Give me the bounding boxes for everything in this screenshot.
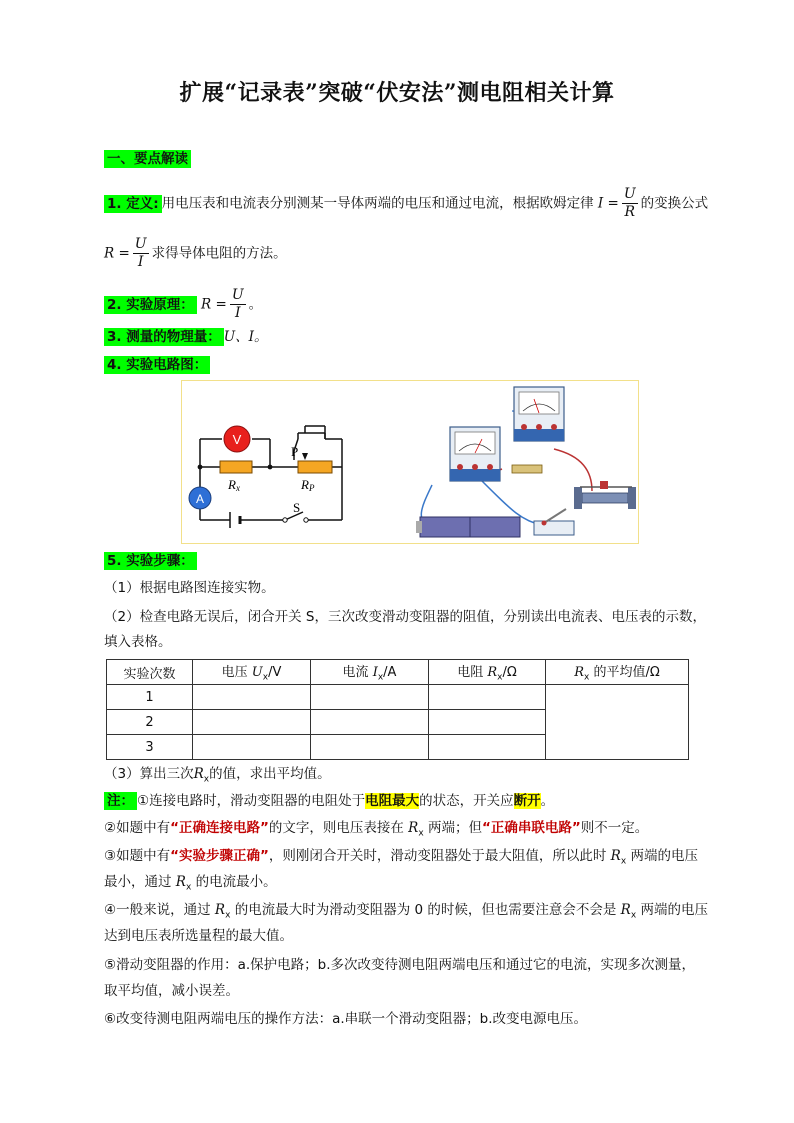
- definition-label: 1. 定义:: [104, 195, 162, 213]
- principle-formula-numerator: U: [231, 287, 244, 303]
- note-3-r: R: [610, 848, 621, 864]
- note-5-line-2: 取平均值，减小误差。: [104, 983, 239, 999]
- header-current-sub: x: [377, 672, 384, 683]
- step-2-line-1: （2）检查电路无误后，闭合开关 S，三次改变滑动变阻器的阻值，分别读出电流表、电压表的示数，: [104, 609, 706, 625]
- step-3-r: R: [193, 766, 204, 782]
- principle-line: [104, 287, 262, 322]
- record-table: [106, 659, 689, 760]
- switch-contact-right: [304, 518, 308, 522]
- ohm-law-lhs: I =: [597, 195, 619, 212]
- trial-number: 3: [107, 735, 193, 760]
- switch-contact-left: [283, 518, 287, 522]
- rp-label-r: R: [301, 477, 309, 492]
- table-header-row: [107, 660, 689, 685]
- note-2: [104, 818, 648, 844]
- note-3-a: ③如题中有: [104, 848, 171, 864]
- resistance-formula-numerator: U: [134, 236, 147, 252]
- header-voltage-a: 电压: [221, 665, 252, 681]
- header-average-r: R: [574, 665, 584, 681]
- header-voltage-u: U: [251, 665, 263, 681]
- note-3-c: 两端的电压: [626, 848, 698, 864]
- rp-label-sub: P: [308, 483, 315, 493]
- principle-formula-fraction: [230, 287, 246, 322]
- note-3-line-2: [104, 872, 277, 898]
- header-current-b: /A: [383, 665, 397, 681]
- ohm-law-denominator: R: [624, 204, 636, 220]
- note-2-r: R: [408, 820, 419, 836]
- resistance-formula-lhs: R =: [104, 245, 130, 262]
- ohm-law-fraction: [622, 186, 638, 221]
- steps-label: 5. 实验步骤：: [104, 552, 197, 570]
- note-6: ⑥改变待测电阻两端电压的操作方法：a.串联一个滑动变阻器；b.改变电源电压。: [104, 1011, 588, 1027]
- step-3-a: （3）算出三次: [104, 766, 194, 782]
- note-4-r2: R: [620, 902, 631, 918]
- step-3-sub: x: [203, 774, 210, 785]
- note-label: 注：: [104, 792, 137, 810]
- note-2-red: “正确连接电路”: [170, 820, 269, 836]
- note-4-r: R: [214, 902, 226, 918]
- note-2-c: 两端；但: [423, 820, 482, 836]
- page-title: 扩展“记录表”突破“伏安法”测电阻相关计算: [179, 80, 615, 106]
- definition-line-2: [104, 236, 287, 271]
- switch-label: S: [293, 500, 301, 515]
- note-2-b: 的文字，则电压表接在: [268, 820, 409, 836]
- apparatus-rheostat: [582, 493, 628, 503]
- trial-number: 2: [107, 710, 193, 735]
- rx-resistor: [220, 461, 252, 473]
- header-current-a: 电流: [342, 665, 373, 681]
- header-voltage-b: /V: [268, 665, 282, 681]
- resistance-formula-denominator: I: [137, 254, 144, 270]
- note-4-b: 的电流最大时为滑动变阻器为 0 的时候，但也需要注意会不会是: [230, 902, 621, 918]
- point-p-label: P: [291, 444, 299, 459]
- note-1-b: 的状态，开关应: [419, 793, 514, 809]
- note-3-e: 的电流最小。: [191, 874, 277, 890]
- note-1-c: 。: [540, 793, 555, 809]
- note-5-line-1: ⑤滑动变阻器的作用：a.保护电路；b.多次改变待测电阻两端电压和通过它的电流，实现多次测量，: [104, 957, 696, 973]
- header-voltage-sub: x: [262, 672, 269, 683]
- note-4-a: ④一般来说，通过: [104, 902, 215, 918]
- section-heading-text: 一、要点解读: [104, 150, 191, 168]
- rp-rheostat: [298, 461, 332, 473]
- junction-dot-right: [268, 465, 273, 470]
- note-3-line-1: [104, 846, 698, 872]
- current-cell: [311, 735, 429, 760]
- header-resistance-a: 电阻: [457, 665, 488, 681]
- definition-text-b: 的变换公式: [640, 195, 709, 212]
- note-3-r2: R: [175, 874, 186, 890]
- note-2-d: 则不一定。: [580, 820, 649, 836]
- junction-dot-left: [198, 465, 203, 470]
- rx-label-sub: x: [235, 483, 240, 493]
- header-average: [546, 660, 689, 685]
- note-1-highlight: 电阻最大: [365, 793, 420, 809]
- rx-label-r: R: [228, 477, 236, 492]
- step-3-b: 的值，求出平均值。: [209, 766, 331, 782]
- definition-text-c: 求得导体电阻的方法。: [151, 245, 287, 262]
- circuit-label: 4. 实验电路图：: [104, 356, 210, 374]
- note-4-line-1: [104, 900, 708, 926]
- note-2-red-2: “正确串联电路”: [481, 820, 581, 836]
- header-current-i: I: [372, 665, 378, 681]
- principle-end: 。: [248, 296, 263, 313]
- note-1-highlight-2: 断开: [513, 793, 541, 809]
- note-4-c: 两端的电压: [636, 902, 708, 918]
- step-3: [104, 764, 331, 790]
- note-3-d: 最小，通过: [104, 874, 176, 890]
- apparatus-illustration: [416, 387, 636, 537]
- note-3-sub: x: [620, 856, 627, 867]
- voltmeter-label: V: [232, 432, 242, 447]
- trial-number: 1: [107, 685, 193, 710]
- step-1: （1）根据电路图连接实物。: [104, 580, 275, 596]
- quantities-text: U、I。: [223, 329, 268, 345]
- resistance-cell: [429, 710, 546, 735]
- step-2-line-2: 填入表格。: [104, 634, 172, 650]
- circuit-heading-line: [104, 355, 210, 375]
- header-current: [311, 660, 429, 685]
- note-3-b: ，则刚闭合开关时，滑动变阻器处于最大阻值，所以此时: [268, 848, 611, 864]
- definition-text-a: 用电压表和电流表分别测某一导体两端的电压和通过电流，根据欧姆定律: [161, 195, 594, 212]
- ohm-law-numerator: U: [623, 186, 636, 202]
- principle-formula-lhs: R =: [201, 296, 227, 313]
- header-resistance-r: R: [487, 665, 498, 681]
- table-row: [107, 685, 689, 710]
- apparatus-switch: [534, 521, 574, 535]
- header-voltage: [193, 660, 311, 685]
- slider-arrow: [302, 453, 308, 460]
- header-average-sub: x: [584, 672, 590, 683]
- resistance-cell: [429, 685, 546, 710]
- quantities-label: 3. 测量的物理量：: [104, 328, 224, 346]
- header-trial: 实验次数: [107, 660, 193, 685]
- header-resistance-b: /Ω: [502, 665, 517, 681]
- header-average-b: 的平均值/Ω: [589, 665, 660, 681]
- resistance-cell: [429, 735, 546, 760]
- note-4-line-2: 达到电压表所选量程的最大值。: [104, 928, 293, 944]
- voltage-cell: [193, 685, 311, 710]
- note-4-sub2: x: [630, 910, 637, 921]
- rp-label: [300, 477, 315, 493]
- note-1-a: ①连接电路时，滑动变阻器的电阻处于: [137, 793, 366, 809]
- voltage-cell: [193, 710, 311, 735]
- header-resistance-sub: x: [497, 672, 503, 683]
- voltage-cell: [193, 735, 311, 760]
- average-cell: [546, 685, 689, 760]
- note-4-sub: x: [225, 910, 231, 921]
- ammeter-label: A: [195, 492, 205, 506]
- apparatus-resistor: [512, 465, 542, 473]
- resistance-formula-fraction: [133, 236, 149, 271]
- definition-line-1: [104, 186, 708, 221]
- note-2-sub: x: [418, 828, 424, 839]
- current-cell: [311, 710, 429, 735]
- steps-heading-line: [104, 551, 197, 571]
- circuit-svg: [182, 381, 638, 543]
- section-heading: [104, 149, 191, 169]
- quantities-line: [104, 327, 267, 347]
- note-1: [104, 791, 554, 811]
- principle-formula-denominator: I: [234, 305, 241, 321]
- circuit-figure: [181, 380, 639, 544]
- rx-label: [227, 477, 240, 493]
- note-2-a: ②如题中有: [104, 820, 171, 836]
- header-resistance: [429, 660, 546, 685]
- note-3-red: “实验步骤正确”: [170, 848, 269, 864]
- current-cell: [311, 685, 429, 710]
- principle-label: 2. 实验原理：: [104, 296, 197, 314]
- note-3-sub2: x: [185, 882, 192, 893]
